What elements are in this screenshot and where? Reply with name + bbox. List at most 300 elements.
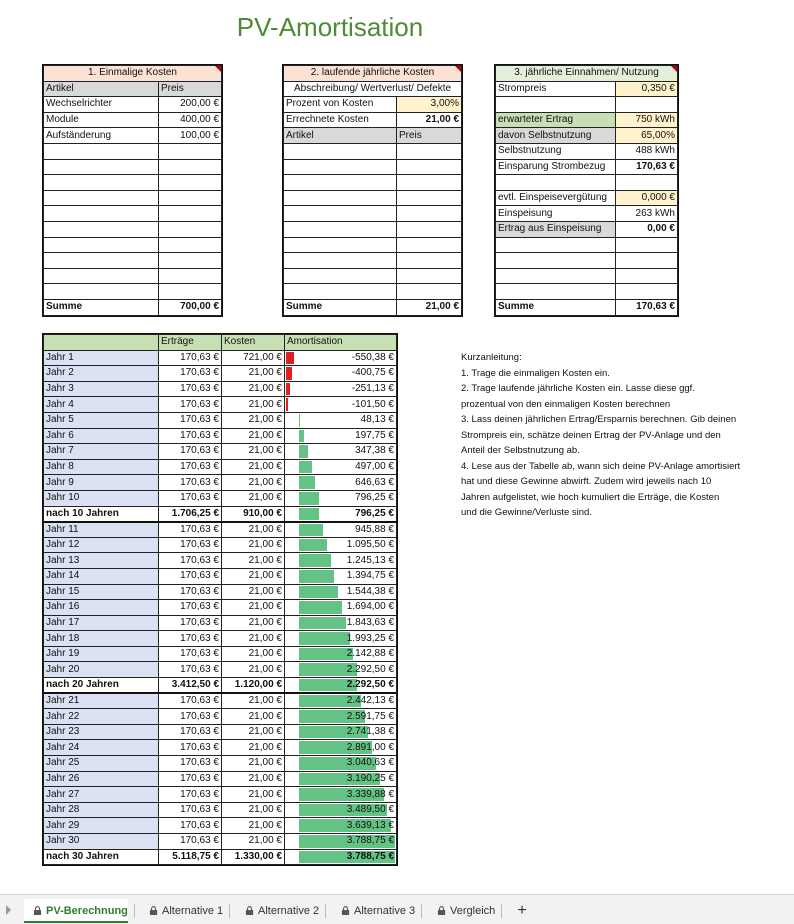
kosten-cell[interactable]: 21,00 € <box>222 568 285 584</box>
row-label[interactable]: nach 30 Jahren <box>44 849 159 865</box>
instruction-line: 1. Trage die einmaligen Kosten ein. <box>461 367 610 379</box>
ertrag-cell[interactable]: 170,63 € <box>159 584 222 600</box>
item-name[interactable]: Wechselrichter <box>44 97 159 113</box>
amortisation-cell[interactable] <box>285 350 397 366</box>
amortisation-value: 2.142,88 € <box>346 648 394 660</box>
kosten-cell[interactable]: 21,00 € <box>222 381 285 397</box>
ertrag-cell[interactable]: 170,63 € <box>159 802 222 818</box>
kosten-cell[interactable]: 21,00 € <box>222 646 285 662</box>
empty-cell[interactable] <box>397 175 462 191</box>
amortisation-cell[interactable] <box>285 381 397 397</box>
kosten-cell[interactable]: 21,00 € <box>222 787 285 803</box>
table-row <box>44 537 397 553</box>
col-preis[interactable]: Preis <box>159 81 222 97</box>
empty-cell[interactable] <box>496 284 616 300</box>
item-name[interactable]: Module <box>44 112 159 128</box>
ertrag-cell[interactable]: 170,63 € <box>159 724 222 740</box>
tab-alternative-1[interactable] <box>140 899 223 923</box>
row-label[interactable]: Jahr 22 <box>44 709 159 725</box>
page-title: PV-Amortisation <box>236 12 424 42</box>
ertrag-cell[interactable]: 170,63 € <box>159 537 222 553</box>
empty-cell[interactable] <box>159 159 222 175</box>
empty-cell[interactable] <box>284 206 397 222</box>
kosten-cell[interactable]: 21,00 € <box>222 366 285 382</box>
kosten-cell[interactable]: 21,00 € <box>222 444 285 460</box>
col-label[interactable] <box>44 335 159 351</box>
row-label[interactable]: Jahr 10 <box>44 490 159 506</box>
empty-cell[interactable] <box>44 143 159 159</box>
empty-cell[interactable] <box>284 143 397 159</box>
instruction-line: prozentual von den einmaligen Kosten berechnen <box>461 398 671 410</box>
row-label[interactable]: Jahr 19 <box>44 646 159 662</box>
amortisation-cell[interactable] <box>285 537 397 553</box>
row-label[interactable]: Jahr 27 <box>44 787 159 803</box>
ertrag-cell[interactable]: 170,63 € <box>159 600 222 616</box>
amortisation-cell[interactable] <box>285 615 397 631</box>
empty-cell[interactable] <box>44 253 159 269</box>
kosten-cell[interactable]: 21,00 € <box>222 756 285 772</box>
sum-value[interactable]: 170,63 € <box>616 299 678 315</box>
amortisation-value: 2.591,75 € <box>346 710 394 722</box>
table-row <box>44 459 397 475</box>
kosten-cell[interactable]: 21,00 € <box>222 724 285 740</box>
calc-value[interactable]: 21,00 € <box>397 112 462 128</box>
ertrag-cell[interactable]: 5.118,75 € <box>159 849 222 865</box>
ertrag-cell[interactable]: 1.706,25 € <box>159 506 222 522</box>
amortisation-value: 1.245,13 € <box>346 554 394 566</box>
einspeisung-value[interactable]: 263 kWh <box>616 206 678 222</box>
ertrag-label[interactable]: erwarteter Ertrag <box>496 112 616 128</box>
instruction-line: Strompreis ein, schätze deinen Ertrag der PV-Anlage und den <box>461 429 721 441</box>
instruction-line: hat und diese Gewinne abwirft. Zudem wird jeweils nach 10 <box>461 476 712 487</box>
empty-cell[interactable] <box>44 268 159 284</box>
pct-label[interactable]: Prozent von Kosten <box>284 97 397 113</box>
kosten-cell[interactable]: 21,00 € <box>222 553 285 569</box>
kosten-cell[interactable]: 21,00 € <box>222 662 285 678</box>
instruction-line: Anteil der Selbstnutzung ab. <box>461 445 580 456</box>
amortisation-cell[interactable] <box>285 787 397 803</box>
lock-icon <box>245 906 254 915</box>
amortisation-cell[interactable] <box>285 397 397 413</box>
amortisation-cell[interactable] <box>285 724 397 740</box>
amortisation-value: 3.489,50 € <box>346 804 394 816</box>
laufende-kosten-header[interactable]: 2. laufende jährliche Kosten <box>284 66 462 82</box>
ertrag-cell[interactable]: 170,63 € <box>159 522 222 538</box>
ertrag-cell[interactable]: 170,63 € <box>159 615 222 631</box>
empty-cell[interactable] <box>397 159 462 175</box>
amortisation-value: 2.442,13 € <box>346 695 394 707</box>
row-label[interactable]: Jahr 11 <box>44 522 159 538</box>
sum-label[interactable]: Summe <box>44 299 159 315</box>
amortisation-value: -550,38 € <box>351 351 394 363</box>
row-label[interactable]: Jahr 15 <box>44 584 159 600</box>
table-row <box>44 787 397 803</box>
empty-cell[interactable] <box>159 190 222 206</box>
row-label[interactable]: Jahr 18 <box>44 631 159 647</box>
ertrag-cell[interactable]: 170,63 € <box>159 693 222 709</box>
laufende-kosten-subheader[interactable]: Abschreibung/ Wertverlust/ Defekte <box>284 81 462 97</box>
einsparung-label[interactable]: Einsparung Strombezug <box>496 159 616 175</box>
ertrag-cell[interactable]: 170,63 € <box>159 756 222 772</box>
empty-cell[interactable] <box>44 284 159 300</box>
amortisation-cell[interactable] <box>285 756 397 772</box>
selbstanteil-label[interactable]: davon Selbstnutzung <box>496 128 616 144</box>
amortisation-cell[interactable] <box>285 428 397 444</box>
empty-cell[interactable] <box>159 175 222 191</box>
verg-label[interactable]: evtl. Einspeisevergütung <box>496 190 616 206</box>
instruction-line: 3. Lass deinen jährlichen Ertrag/Ersparnis berechnen. Gib deinen <box>461 414 737 425</box>
item-price[interactable]: 200,00 € <box>159 97 222 113</box>
amortisation-cell[interactable] <box>285 849 397 865</box>
item-price[interactable]: 100,00 € <box>159 128 222 144</box>
ertrag-value[interactable]: 750 kWh <box>616 112 678 128</box>
ertrag-cell[interactable]: 170,63 € <box>159 631 222 647</box>
kosten-cell[interactable]: 21,00 € <box>222 412 285 428</box>
sum-value[interactable]: 700,00 € <box>159 299 222 315</box>
row-label[interactable]: Jahr 2 <box>44 366 159 382</box>
empty-cell[interactable] <box>284 268 397 284</box>
tab-label: Alternative 3 <box>354 905 416 917</box>
ertrag-einspeisung-value[interactable]: 0,00 € <box>616 221 678 237</box>
tab-label: PV-Berechnung <box>46 905 128 917</box>
empty-cell[interactable] <box>284 175 397 191</box>
instruction-line: Jahren aufgelistet, wie hoch kumuliert die Erträge, die Kosten <box>461 491 720 503</box>
empty-cell[interactable] <box>397 221 462 237</box>
empty-cell[interactable] <box>496 253 616 269</box>
verg-value[interactable]: 0,000 € <box>616 190 678 206</box>
row-label[interactable]: Jahr 14 <box>44 568 159 584</box>
ertrag-cell[interactable]: 170,63 € <box>159 475 222 491</box>
row-label[interactable]: Jahr 28 <box>44 802 159 818</box>
kosten-cell[interactable]: 1.120,00 € <box>222 678 285 694</box>
tab-alternative-2[interactable] <box>236 899 319 923</box>
col-preis[interactable]: Preis <box>397 128 462 144</box>
ertrag-cell[interactable]: 170,63 € <box>159 490 222 506</box>
empty-cell[interactable] <box>397 190 462 206</box>
amortisation-cell[interactable] <box>285 818 397 834</box>
empty-cell[interactable] <box>397 237 462 253</box>
ertrag-cell[interactable]: 170,63 € <box>159 787 222 803</box>
row-label[interactable]: nach 20 Jahren <box>44 678 159 694</box>
amortisation-cell[interactable] <box>285 709 397 725</box>
empty-cell[interactable] <box>159 268 222 284</box>
amortisation-value: 347,38 € <box>355 445 394 457</box>
empty-cell[interactable] <box>616 268 678 284</box>
kosten-cell[interactable]: 21,00 € <box>222 631 285 647</box>
ertrag-cell[interactable]: 170,63 € <box>159 412 222 428</box>
row-label[interactable]: Jahr 30 <box>44 834 159 850</box>
ertrag-cell[interactable]: 170,63 € <box>159 834 222 850</box>
row-label[interactable]: Jahr 17 <box>44 615 159 631</box>
summary-row <box>44 506 397 522</box>
row-label[interactable]: Jahr 3 <box>44 381 159 397</box>
ertrag-cell[interactable]: 170,63 € <box>159 818 222 834</box>
amortisation-value: 2.292,50 € <box>346 663 394 675</box>
empty-cell[interactable] <box>159 237 222 253</box>
table-row <box>44 662 397 678</box>
empty-cell[interactable] <box>44 237 159 253</box>
col-ertraege[interactable]: Erträge <box>159 335 222 351</box>
amortisation-cell[interactable] <box>285 678 397 694</box>
lock-icon <box>33 906 42 915</box>
ertrag-cell[interactable]: 170,63 € <box>159 709 222 725</box>
amortisation-cell[interactable] <box>285 662 397 678</box>
einmalige-kosten-header[interactable]: 1. Einmalige Kosten <box>44 66 222 82</box>
tab-pv-berechnung[interactable] <box>24 899 128 923</box>
table-row <box>44 615 397 631</box>
instruction-line: 2. Trage laufende jährliche Kosten ein. Lasse diese ggf. <box>461 383 695 394</box>
table-row <box>44 381 397 397</box>
kosten-cell[interactable]: 21,00 € <box>222 834 285 850</box>
empty-cell[interactable] <box>44 221 159 237</box>
table-row <box>44 490 397 506</box>
row-label[interactable]: Jahr 6 <box>44 428 159 444</box>
tab-vergleich[interactable] <box>428 899 495 923</box>
row-label[interactable]: Jahr 20 <box>44 662 159 678</box>
table-row <box>44 693 397 709</box>
table-row <box>44 834 397 850</box>
col-kosten[interactable]: Kosten <box>222 335 285 351</box>
tab-label: Vergleich <box>450 905 496 917</box>
instruction-line: 4. Lese aus der Tabelle ab, wann sich deine PV-Anlage amortisiert <box>461 460 741 472</box>
table-row <box>44 584 397 600</box>
kosten-cell[interactable]: 21,00 € <box>222 600 285 616</box>
kosten-cell[interactable]: 21,00 € <box>222 615 285 631</box>
amortisation-value: 1.694,00 € <box>346 601 394 613</box>
col-artikel[interactable]: Artikel <box>284 128 397 144</box>
strompreis-value[interactable]: 0,350 € <box>616 81 678 97</box>
amortisation-value: 945,88 € <box>355 523 394 535</box>
row-label[interactable]: Jahr 4 <box>44 397 159 413</box>
tab-alternative-3[interactable] <box>332 899 415 923</box>
tab-label: Alternative 2 <box>258 905 320 917</box>
empty-cell[interactable] <box>44 159 159 175</box>
amortisation-value: 3.788,75 € <box>346 850 394 862</box>
row-label[interactable]: Jahr 7 <box>44 444 159 460</box>
kosten-cell[interactable]: 21,00 € <box>222 428 285 444</box>
empty-cell[interactable] <box>616 253 678 269</box>
amortisation-value: 497,00 € <box>355 461 394 473</box>
ertrag-cell[interactable]: 170,63 € <box>159 553 222 569</box>
empty-cell[interactable] <box>397 284 462 300</box>
ertrag-cell[interactable]: 170,63 € <box>159 459 222 475</box>
amortisation-value: 3.040,63 € <box>346 757 394 769</box>
empty-cell[interactable] <box>284 237 397 253</box>
amortisation-cell[interactable] <box>285 584 397 600</box>
table-row <box>44 818 397 834</box>
empty-cell[interactable] <box>44 175 159 191</box>
col-artikel[interactable]: Artikel <box>44 81 159 97</box>
summary-row <box>44 678 397 694</box>
amortisation-cell[interactable] <box>285 553 397 569</box>
empty-cell[interactable] <box>44 206 159 222</box>
table-row <box>44 444 397 460</box>
empty-cell[interactable] <box>159 221 222 237</box>
selbstanteil-value[interactable]: 65,00% <box>616 128 678 144</box>
amortisation-cell[interactable] <box>285 568 397 584</box>
selbst-value[interactable]: 488 kWh <box>616 143 678 159</box>
kosten-cell[interactable]: 21,00 € <box>222 802 285 818</box>
empty-cell[interactable] <box>44 190 159 206</box>
amortisation-cell[interactable] <box>285 522 397 538</box>
tab-scroll-arrow-icon[interactable] <box>6 905 11 915</box>
kosten-cell[interactable]: 910,00 € <box>222 506 285 522</box>
amortisation-cell[interactable] <box>285 600 397 616</box>
kosten-cell[interactable]: 21,00 € <box>222 522 285 538</box>
row-label[interactable]: Jahr 13 <box>44 553 159 569</box>
amortisation-value: -400,75 € <box>351 367 394 379</box>
amortisation-value: 48,13 € <box>360 414 394 426</box>
row-label[interactable]: nach 10 Jahren <box>44 506 159 522</box>
ertrag-cell[interactable]: 170,63 € <box>159 662 222 678</box>
kosten-cell[interactable]: 21,00 € <box>222 459 285 475</box>
empty-cell[interactable] <box>616 97 678 113</box>
einspeisung-label[interactable]: Einspeisung <box>496 206 616 222</box>
ertrag-cell[interactable]: 170,63 € <box>159 771 222 787</box>
empty-cell[interactable] <box>159 284 222 300</box>
kosten-cell[interactable]: 21,00 € <box>222 537 285 553</box>
amortisation-cell[interactable] <box>285 506 397 522</box>
kosten-cell[interactable]: 21,00 € <box>222 397 285 413</box>
row-label[interactable]: Jahr 25 <box>44 756 159 772</box>
ertrag-cell[interactable]: 3.412,50 € <box>159 678 222 694</box>
empty-cell[interactable] <box>284 284 397 300</box>
empty-cell[interactable] <box>616 175 678 191</box>
add-sheet-icon[interactable]: + <box>517 902 527 919</box>
amortisation-cell[interactable] <box>285 412 397 428</box>
amortisation-cell[interactable] <box>285 366 397 382</box>
lock-icon <box>341 906 350 915</box>
item-name[interactable]: Aufständerung <box>44 128 159 144</box>
ertrag-cell[interactable]: 170,63 € <box>159 381 222 397</box>
ertrag-cell[interactable]: 170,63 € <box>159 740 222 756</box>
amortisation-value: 3.639,13 € <box>346 819 394 831</box>
ertrag-cell[interactable]: 170,63 € <box>159 397 222 413</box>
amortisation-value: 197,75 € <box>355 429 394 441</box>
einsparung-value[interactable]: 170,63 € <box>616 159 678 175</box>
calc-label[interactable]: Errechnete Kosten <box>284 112 397 128</box>
amortisation-cell[interactable] <box>285 802 397 818</box>
sum-label[interactable]: Summe <box>284 299 397 315</box>
kosten-cell[interactable]: 21,00 € <box>222 771 285 787</box>
row-label[interactable]: Jahr 21 <box>44 693 159 709</box>
empty-cell[interactable] <box>397 143 462 159</box>
empty-cell[interactable] <box>496 237 616 253</box>
amortisation-value: 796,25 € <box>355 492 394 504</box>
empty-cell[interactable] <box>496 97 616 113</box>
amortisation-value: 1.544,38 € <box>346 585 394 597</box>
amortisation-cell[interactable] <box>285 740 397 756</box>
amortisation-cell[interactable] <box>285 459 397 475</box>
row-label[interactable]: Jahr 24 <box>44 740 159 756</box>
empty-cell[interactable] <box>284 253 397 269</box>
row-label[interactable]: Jahr 16 <box>44 600 159 616</box>
sum-value[interactable]: 21,00 € <box>397 299 462 315</box>
amortisation-rows <box>44 350 397 865</box>
empty-cell[interactable] <box>397 206 462 222</box>
empty-cell[interactable] <box>397 268 462 284</box>
instructions <box>461 350 751 521</box>
amortisation-value: 2.891,00 € <box>346 741 394 753</box>
kosten-cell[interactable]: 21,00 € <box>222 709 285 725</box>
empty-cell[interactable] <box>159 253 222 269</box>
amortisation-cell[interactable] <box>285 444 397 460</box>
amortisation-value: 3.339,88 € <box>346 788 394 800</box>
ertrag-cell[interactable]: 170,63 € <box>159 366 222 382</box>
table-row <box>44 428 397 444</box>
row-label[interactable]: Jahr 1 <box>44 350 159 366</box>
row-label[interactable]: Jahr 5 <box>44 412 159 428</box>
empty-cell[interactable] <box>284 159 397 175</box>
empty-cell[interactable] <box>496 175 616 191</box>
kosten-cell[interactable]: 1.330,00 € <box>222 849 285 865</box>
sum-label[interactable]: Summe <box>496 299 616 315</box>
kosten-cell[interactable]: 21,00 € <box>222 584 285 600</box>
amortisation-cell[interactable] <box>285 490 397 506</box>
amortisation-cell[interactable] <box>285 693 397 709</box>
pct-value[interactable]: 3,00% <box>397 97 462 113</box>
lock-icon <box>437 906 446 915</box>
table-row <box>44 724 397 740</box>
empty-cell[interactable] <box>284 190 397 206</box>
tab-label: Alternative 1 <box>162 905 224 917</box>
empty-cell[interactable] <box>616 237 678 253</box>
table-row <box>44 412 397 428</box>
strompreis-label[interactable]: Strompreis <box>496 81 616 97</box>
ertrag-cell[interactable]: 170,63 € <box>159 568 222 584</box>
row-label[interactable]: Jahr 9 <box>44 475 159 491</box>
table-row <box>44 709 397 725</box>
kosten-cell[interactable]: 21,00 € <box>222 475 285 491</box>
einnahmen-header[interactable]: 3. jährliche Einnahmen/ Nutzung <box>496 66 678 82</box>
amortisation-cell[interactable] <box>285 646 397 662</box>
amortisation-cell[interactable] <box>285 834 397 850</box>
table-row <box>44 600 397 616</box>
row-label[interactable]: Jahr 12 <box>44 537 159 553</box>
selbst-label[interactable]: Selbstnutzung <box>496 143 616 159</box>
col-amortisation[interactable]: Amortisation <box>285 335 397 351</box>
ertrag-einspeisung-label[interactable]: Ertrag aus Einspeisung <box>496 221 616 237</box>
table-row <box>44 475 397 491</box>
empty-cell[interactable] <box>397 253 462 269</box>
item-price[interactable]: 400,00 € <box>159 112 222 128</box>
empty-cell[interactable] <box>284 221 397 237</box>
amortisation-cell[interactable] <box>285 771 397 787</box>
ertrag-cell[interactable]: 170,63 € <box>159 350 222 366</box>
kosten-cell[interactable]: 21,00 € <box>222 693 285 709</box>
amortisation-cell[interactable] <box>285 631 397 647</box>
empty-cell[interactable] <box>496 268 616 284</box>
amortisation-value: 796,25 € <box>355 507 394 519</box>
empty-cell[interactable] <box>159 206 222 222</box>
row-label[interactable]: Jahr 8 <box>44 459 159 475</box>
empty-cell[interactable] <box>159 143 222 159</box>
kosten-cell[interactable]: 21,00 € <box>222 740 285 756</box>
ertrag-cell[interactable]: 170,63 € <box>159 444 222 460</box>
table-row <box>44 631 397 647</box>
row-label[interactable]: Jahr 26 <box>44 771 159 787</box>
kosten-cell[interactable]: 21,00 € <box>222 818 285 834</box>
table-row <box>44 553 397 569</box>
ertrag-cell[interactable]: 170,63 € <box>159 646 222 662</box>
kosten-cell[interactable]: 721,00 € <box>222 350 285 366</box>
row-label[interactable]: Jahr 23 <box>44 724 159 740</box>
amortisation-cell[interactable] <box>285 475 397 491</box>
empty-cell[interactable] <box>616 284 678 300</box>
kosten-cell[interactable]: 21,00 € <box>222 490 285 506</box>
ertrag-cell[interactable]: 170,63 € <box>159 428 222 444</box>
row-label[interactable]: Jahr 29 <box>44 818 159 834</box>
